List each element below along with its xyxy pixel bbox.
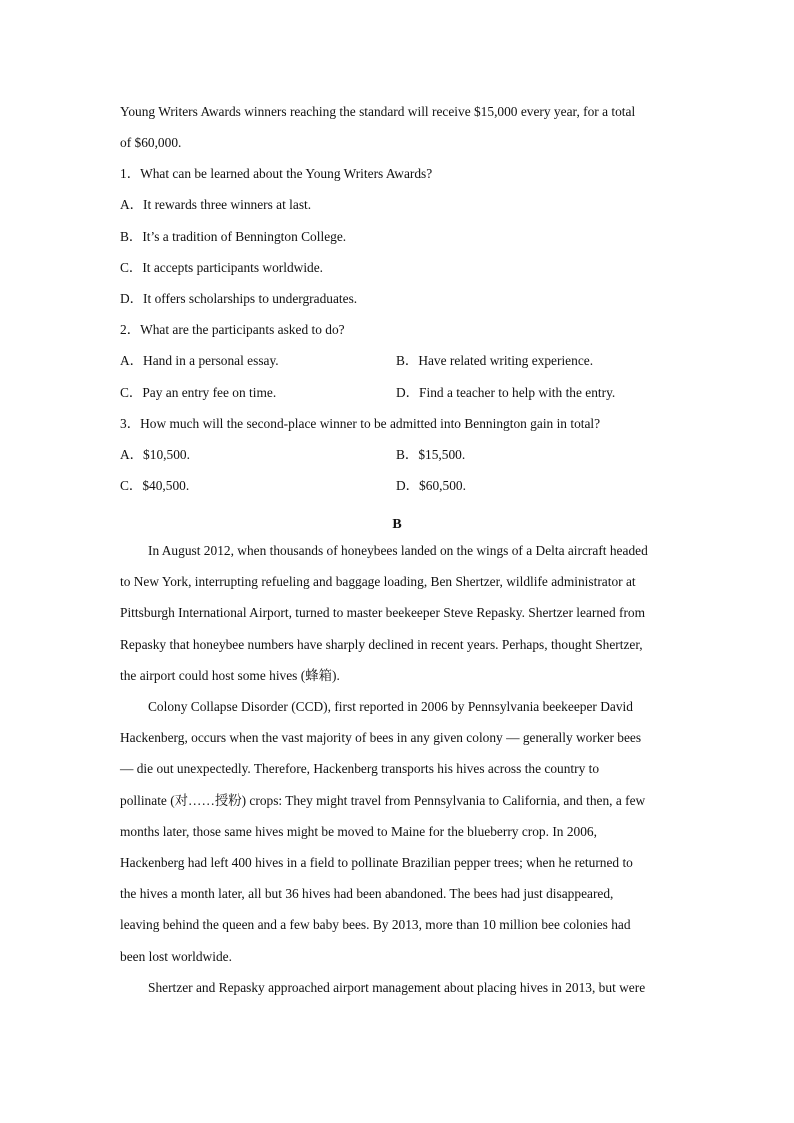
question-2-option-d: D．Find a teacher to help with the entry. bbox=[396, 385, 616, 400]
question-1-stem: 1．What can be learned about the Young Writers Awards? bbox=[120, 166, 433, 181]
question-2-stem: 2．What are the participants asked to do? bbox=[120, 322, 345, 337]
passage-b-line: — die out unexpectedly. Therefore, Hackenberg transports his hives across the country to bbox=[120, 761, 600, 776]
passage-b-line: months later, those same hives might be moved to Maine for the blueberry crop. In 2006, bbox=[120, 824, 597, 839]
passage-b-line: pollinate (对……授粉) crops: They might travel from Pennsylvania to California, and then, a few bbox=[120, 793, 646, 808]
passage-a-text-line: Young Writers Awards winners reaching the standard will receive $15,000 every year, for a total bbox=[120, 104, 636, 119]
question-1-option-b: B．It’s a tradition of Bennington College. bbox=[120, 229, 347, 244]
question-1-option-d: D．It offers scholarships to undergraduates. bbox=[120, 291, 358, 306]
passage-b-line: the hives a month later, all but 36 hives had been abandoned. The bees had just disappeared, bbox=[120, 886, 614, 901]
passage-b-line: Hackenberg, occurs when the vast majority of bees in any given colony — generally worker bees bbox=[120, 730, 642, 745]
passage-b-line: Pittsburgh International Airport, turned to master beekeeper Steve Repasky. Shertzer learned from bbox=[120, 605, 646, 620]
question-3-option-d: D．$60,500. bbox=[396, 478, 466, 493]
passage-b-line: been lost worldwide. bbox=[120, 949, 232, 964]
question-1-option-a: A．It rewards three winners at last. bbox=[120, 197, 312, 212]
passage-b-line: to New York, interrupting refueling and baggage loading, Ben Shertzer, wildlife administrator at bbox=[120, 574, 636, 589]
question-3-option-c: C．$40,500. bbox=[120, 478, 190, 493]
passage-b-line: the airport could host some hives (蜂箱). bbox=[120, 668, 340, 683]
passage-b-line: Colony Collapse Disorder (CCD), first reported in 2006 by Pennsylvania beekeeper David bbox=[148, 699, 633, 714]
passage-b-line: In August 2012, when thousands of honeybees landed on the wings of a Delta aircraft headed bbox=[148, 543, 648, 558]
section-b-heading: B bbox=[392, 517, 402, 532]
passage-b-line: Hackenberg had left 400 hives in a field to pollinate Brazilian pepper trees; when he returned to bbox=[120, 855, 633, 870]
question-3-stem: 3．How much will the second-place winner to be admitted into Bennington gain in total? bbox=[120, 416, 601, 431]
passage-b-line: Repasky that honeybee numbers have sharply declined in recent years. Perhaps, thought Shertzer, bbox=[120, 637, 643, 652]
question-2-option-a: A．Hand in a personal essay. bbox=[120, 353, 279, 368]
question-3-option-a: A．$10,500. bbox=[120, 447, 190, 462]
question-2-option-b: B．Have related writing experience. bbox=[396, 353, 594, 368]
question-1-option-c: C．It accepts participants worldwide. bbox=[120, 260, 324, 275]
passage-b-line: Shertzer and Repasky approached airport management about placing hives in 2013, but were bbox=[148, 980, 646, 995]
question-3-option-b: B．$15,500. bbox=[396, 447, 466, 462]
question-2-option-c: C．Pay an entry fee on time. bbox=[120, 385, 277, 400]
passage-a-text-line: of $60,000. bbox=[120, 135, 182, 150]
passage-b-line: leaving behind the queen and a few baby bees. By 2013, more than 10 million bee colonies had bbox=[120, 917, 631, 932]
